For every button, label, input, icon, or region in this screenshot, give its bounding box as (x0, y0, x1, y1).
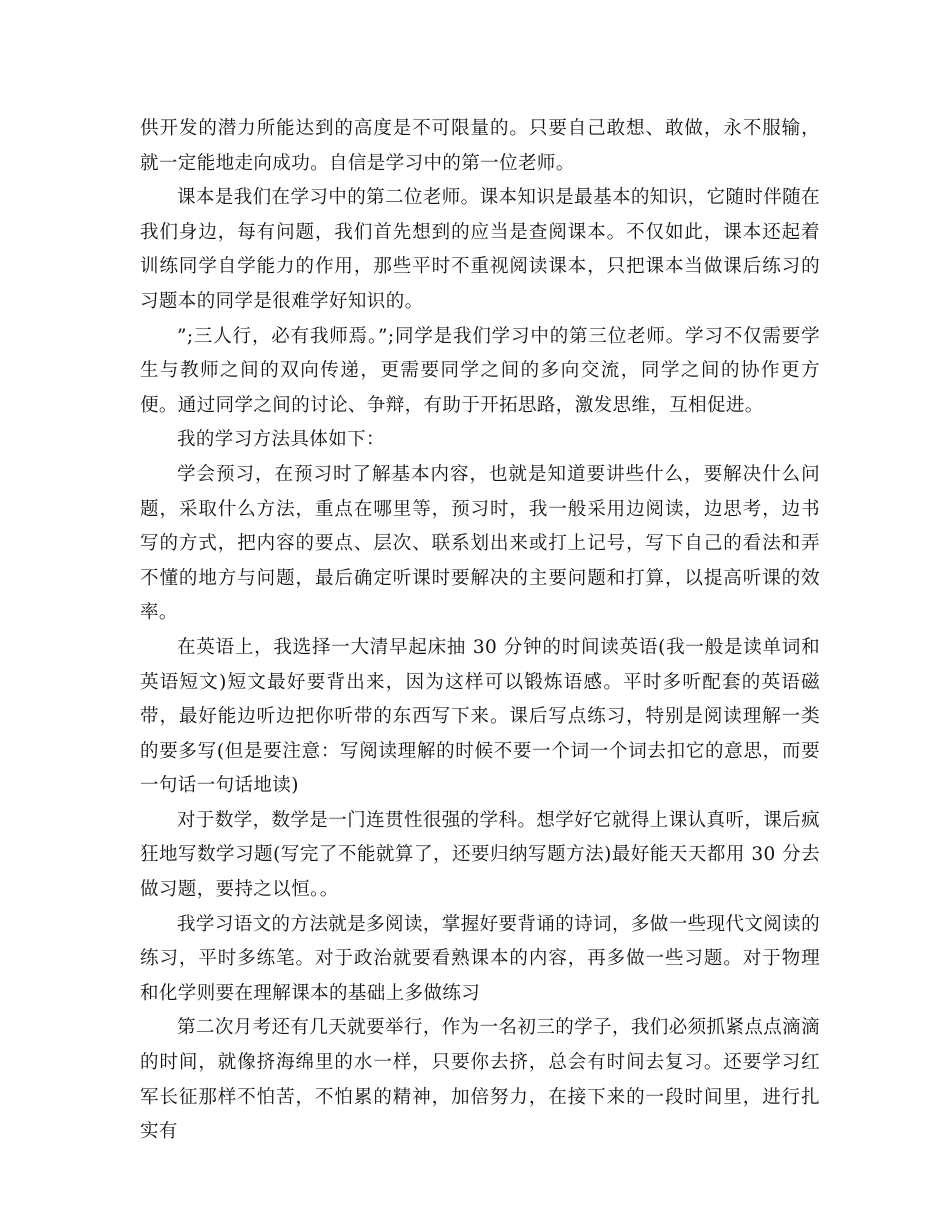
paragraph-confidence-continued: 供开发的潜力所能达到的高度是不可限量的。只要自己敢想、敢做，永不服输，就一定能地走向成功。自信是学习中的第一位老师。 (140, 118, 820, 174)
paragraph-chinese-politics-science: 我学习语文的方法就是多阅读，掌握好要背诵的诗词，多做一些现代文阅读的练习，平时多练笔。对于政治就要看熟课本的内容，再多做一些习题。对于物理和化学则要在理解课本的基础上多做练习 (140, 913, 820, 1004)
paragraph-monthly-exam: 第二次月考还有几天就要举行，作为一名初三的学子，我们必须抓紧点点滴滴的时间，就像挤海绵里的水一样，只要你去挤，总会有时间去复习。还要学习红军长征那样不怕苦，不怕累的精神，加倍努力，在接下来的一段时间里，进行扎实有 (140, 1017, 820, 1143)
document-body (140, 112, 820, 1150)
paragraph-methods-intro: 我的学习方法具体如下： (177, 429, 385, 451)
paragraph-math: 对于数学，数学是一门连贯性很强的学科。想学好它就得上课认真听，课后疯狂地写数学习题(写完了不能就算了，还要归纳写题方法)最好能天天都用 30 分去做习题，要持之以恒。。 (140, 809, 820, 901)
paragraph-classmates-teacher: ”;三人行，必有我师焉。”;同学是我们学习中的第三位老师。学习不仅需要学生与教师之间的双向传递，更需要同学之间的多向交流，同学之间的协作更方便。通过同学之间的讨论、争辩，有助于开拓思路，激发思维，互相促进。 (140, 325, 820, 416)
paragraph-preview: 学会预习，在预习时了解基本内容，也就是知道要讲些什么，要解决什么问题，采取什么方法，重点在哪里等，预习时，我一般采用边阅读，边思考，边书写的方式，把内容的要点、层次、联系划出来或打上记号，写下自己的看法和弄不懂的地方与问题，最后确定听课时要解决的主要问题和打算，以提高听课的效率。 (140, 463, 820, 624)
paragraph-textbook-teacher: 课本是我们在学习中的第二位老师。课本知识是最基本的知识，它随时伴随在我们身边，每有问题，我们首先想到的应当是查阅课本。不仅如此，课本还起着训练同学自学能力的作用，那些平时不重视阅读课本，只把课本当做课后练习的习题本的同学是很难学好知识的。 (140, 187, 820, 312)
paragraph-english: 在英语上，我选择一大清早起床抽 30 分钟的时间读英语(我一般是读单词和英语短文)短文最好要背出来，因为这样可以锻炼语感。平时多听配套的英语磁带，最好能边听边把你听带的东西写下来。课后写点练习，特别是阅读理解一类的要多写(但是要注意：写阅读理解的时候不要一个词一个词去扣它的意思，而要一句话一句话地读) (140, 636, 820, 797)
